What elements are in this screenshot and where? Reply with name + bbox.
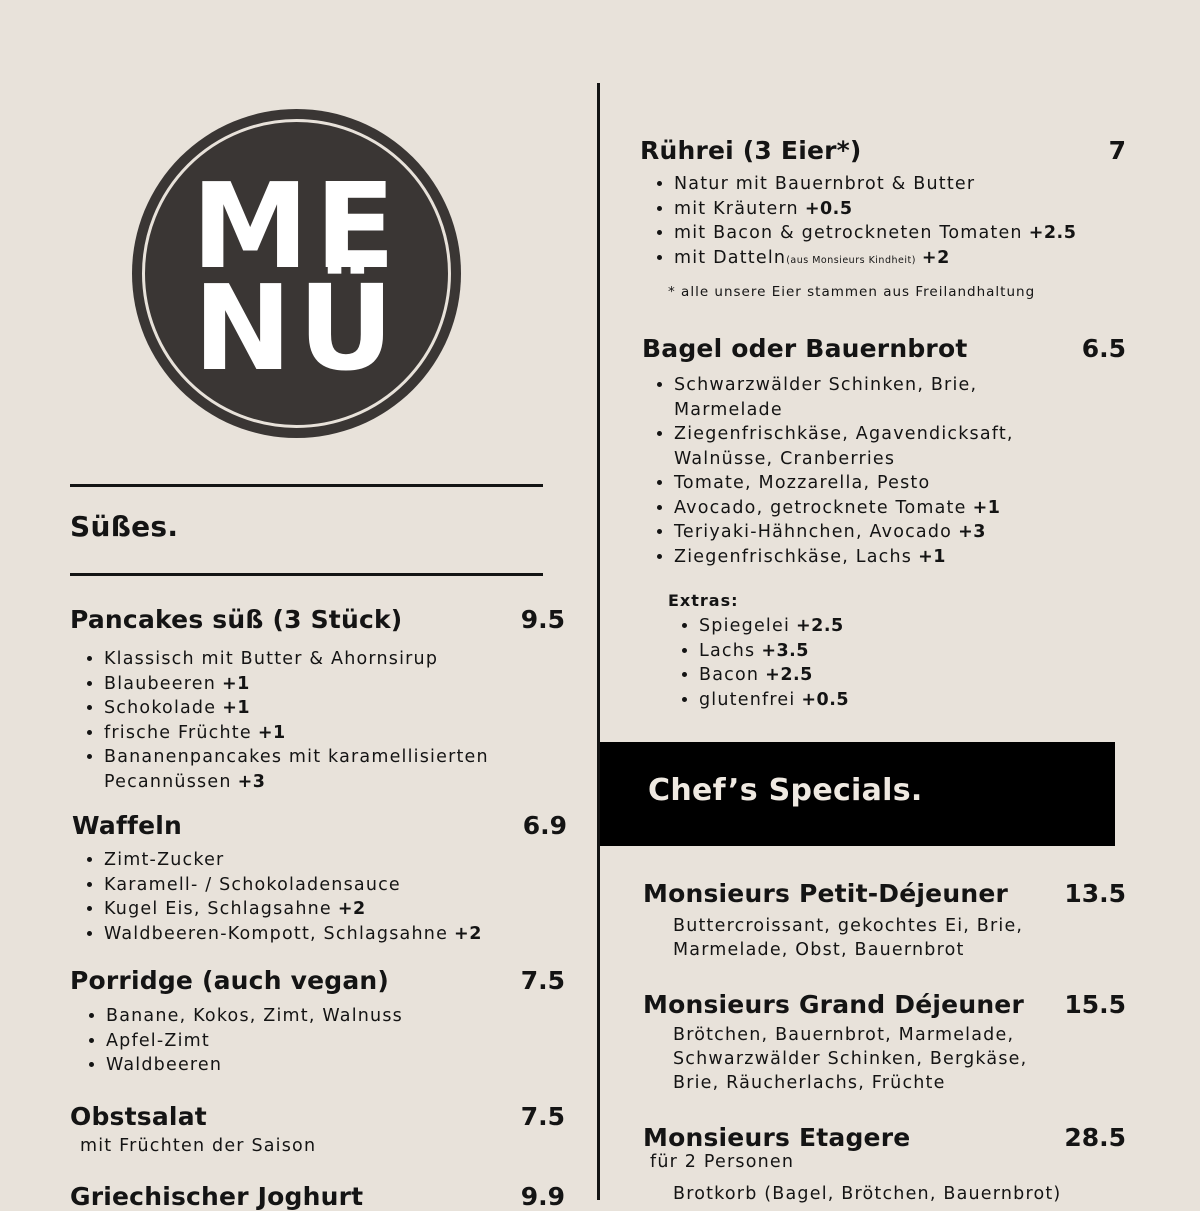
divider-bottom [70, 573, 543, 576]
divider-top [70, 484, 543, 487]
item-price-ruehrei: 7 [1108, 136, 1126, 165]
list-item: • frische Früchte +1 [104, 721, 544, 746]
item-price-joghurt: 9.9 [520, 1182, 565, 1211]
petit-description-line-1: Buttercroissant, gekochtes Ei, Brie, [673, 916, 1024, 936]
grand-description-line-2: Schwarzwälder Schinken, Bergkäse, [673, 1049, 1028, 1069]
item-price-bagel: 6.5 [1081, 334, 1126, 363]
specials-banner [600, 742, 1115, 846]
list-item: • Waldbeeren-Kompott, Schlagsahne +2 [104, 922, 482, 947]
extras-label: Extras: [668, 591, 739, 610]
list-item: • Natur mit Bauernbrot & Butter [674, 172, 1076, 197]
list-item: • Avocado, getrocknete Tomate +1 [674, 496, 1064, 521]
pancakes-options [72, 647, 544, 794]
waffeln-options [72, 848, 482, 946]
list-item: • Karamell- / Schokoladensauce [104, 873, 482, 898]
list-item: • Bacon +2.5 [699, 663, 849, 688]
list-item: • Ziegenfrischkäse, Lachs +1 [674, 545, 1064, 570]
etagere-subtitle: für 2 Personen [650, 1152, 795, 1172]
logo-line-1: ME [191, 157, 402, 295]
list-item: • Schwarzwälder Schinken, Brie, Marmelade [674, 373, 1064, 422]
item-price-porridge: 7.5 [520, 966, 565, 995]
item-name-bagel: Bagel oder Bauernbrot [642, 334, 968, 363]
list-item: • Teriyaki-Hähnchen, Avocado +3 [674, 520, 1064, 545]
obstsalat-description: mit Früchten der Saison [80, 1136, 317, 1156]
item-name-petit-dejeuner: Monsieurs Petit-Déjeuner [643, 879, 1009, 908]
item-price-obstsalat: 7.5 [520, 1102, 565, 1131]
list-item: • Klassisch mit Butter & Ahornsirup [104, 647, 544, 672]
list-item: • Tomate, Mozzarella, Pesto [674, 471, 1064, 496]
item-name-obstsalat: Obstsalat [70, 1102, 207, 1131]
list-item: • Lachs +3.5 [699, 639, 849, 664]
item-price-etagere: 28.5 [1064, 1123, 1126, 1152]
item-price-pancakes: 9.5 [520, 605, 565, 634]
list-item: • mit Kräutern +0.5 [674, 197, 1076, 222]
item-price-petit-dejeuner: 13.5 [1064, 879, 1126, 908]
item-name-joghurt: Griechischer Joghurt [70, 1182, 364, 1211]
list-item: • Blaubeeren +1 [104, 672, 544, 697]
list-item: • mit Bacon & getrockneten Tomaten +2.5 [674, 221, 1076, 246]
item-price-grand-dejeuner: 15.5 [1064, 990, 1126, 1019]
grand-description-line-1: Brötchen, Bauernbrot, Marmelade, [673, 1025, 1015, 1045]
list-item: • mit Datteln(aus Monsieurs Kindheit) +2 [674, 246, 1076, 274]
ruehrei-options [642, 172, 1076, 273]
menu-logo [132, 109, 461, 438]
extras-options [667, 614, 849, 712]
list-item: • Zimt-Zucker [104, 848, 482, 873]
porridge-options [74, 1004, 403, 1078]
item-name-waffeln: Waffeln [72, 811, 183, 840]
bagel-options [642, 373, 1064, 569]
petit-description-line-2: Marmelade, Obst, Bauernbrot [673, 940, 965, 960]
column-divider [597, 83, 600, 1200]
item-name-grand-dejeuner: Monsieurs Grand Déjeuner [643, 990, 1024, 1019]
eggs-footnote: * alle unsere Eier stammen aus Freilandhaltung [668, 284, 1036, 300]
list-item: • Kugel Eis, Schlagsahne +2 [104, 897, 482, 922]
list-item: • glutenfrei +0.5 [699, 688, 849, 713]
list-item: • Ziegenfrischkäse, Agavendicksaft, Walnüsse, Cranberries [674, 422, 1064, 471]
section-title-specials: Chef’s Specials. [648, 773, 923, 808]
item-name-pancakes: Pancakes süß (3 Stück) [70, 605, 403, 634]
item-name-etagere: Monsieurs Etagere [643, 1123, 911, 1152]
grand-description-line-3: Brie, Räucherlachs, Früchte [673, 1073, 946, 1093]
item-price-waffeln: 6.9 [522, 811, 567, 840]
list-item: • Waldbeeren [106, 1053, 403, 1078]
list-item: • Schokolade +1 [104, 696, 544, 721]
etagere-description-line-1: Brotkorb (Bagel, Brötchen, Bauernbrot) [673, 1184, 1062, 1204]
section-title-suesses: Süßes. [70, 510, 179, 543]
logo-line-2: NÜ [193, 259, 400, 397]
list-item: • Spiegelei +2.5 [699, 614, 849, 639]
item-name-ruehrei: Rührei (3 Eier*) [640, 136, 862, 165]
list-item: • Apfel-Zimt [106, 1029, 403, 1054]
item-name-porridge: Porridge (auch vegan) [70, 966, 390, 995]
list-item: • Banane, Kokos, Zimt, Walnuss [106, 1004, 403, 1029]
list-item: • Bananenpancakes mit karamellisierten Pecannüssen +3 [104, 745, 544, 794]
